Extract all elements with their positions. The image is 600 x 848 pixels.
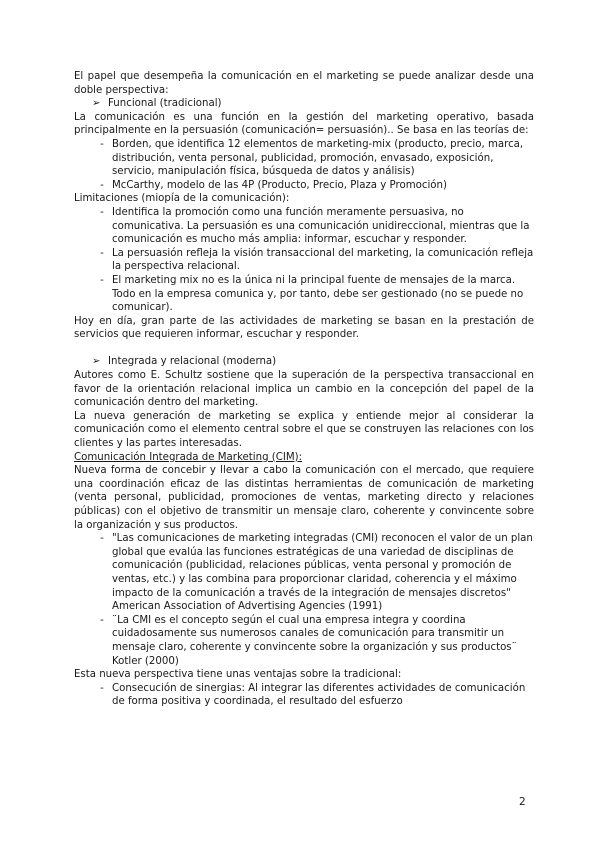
cim-paragraph: Nueva forma de concebir y llevar a cabo la comunicación con el mercado, que requiere una coordinación eficaz de las distintas herramientas de comunicación de marketing (venta personal, publicidad, promociones de ventas, marketing directo y relaciones públicas) con el objetivo de transmitir un mensaje claro, coherente y convincente sobre la organización y sus productos. [74, 465, 534, 531]
arrow-bullet-icon: ➢ [92, 98, 101, 110]
limitations-heading: Limitaciones (miopía de la comunicación): [74, 193, 290, 205]
list-item: - Borden, que identifica 12 elementos de marketing-mix (producto, precio, marca, distribución, venta personal, publicidad, promoción, envasado, exposición, servicio, manipulación física, búsqueda de datos y análisis) [92, 138, 534, 179]
cim-heading: Comunicación Integrada de Marketing (CIM): [74, 451, 303, 463]
relational-heading [92, 355, 534, 369]
spacer [74, 342, 534, 356]
list-item: - La persuasión refleja la visión transaccional del marketing, la comunicación refleja la perspectiva relacional. [92, 247, 534, 274]
new-generation-paragraph: La nueva generación de marketing se explica y entiende mejor al considerar la comunicación como el elemento central sobre el que se construyen las relaciones con los clientes y las partes interesadas. [74, 410, 534, 450]
schultz-paragraph: Autores como E. Schultz sostiene que la superación de la perspectiva transaccional en favor de la orientación relacional implica un cambio en la concepción del papel de la comunicación dentro del marketing. [74, 370, 534, 409]
list-item: - "Las comunicaciones de marketing integradas (CMI) reconocen el valor de un plan global que evalúa las funciones estratégicas de una variedad de disciplinas de comunicación (publicidad, relaciones públicas, venta personal y promoción de ventas, etc.) y las combina para proporcionar claridad, coherencia y el máximo impacto de la comunicación a través de la integración de mensajes discretos" American Association of Advertising Agencies (1991) [92, 532, 534, 614]
dash-bullet: - [100, 138, 104, 150]
theories-list [74, 138, 534, 192]
list-item: - Consecución de sinergias: Al integrar las diferentes actividades de comunicación de forma positiva y coordinada, el resultado del esfuerzo [92, 682, 534, 709]
functional-heading-text: Funcional (tradicional) [108, 98, 222, 110]
advantages-list [74, 682, 534, 709]
dash-bullet: - [100, 179, 104, 191]
limitations-list [74, 206, 534, 315]
dash-bullet: - [100, 614, 104, 626]
dash-bullet: - [100, 247, 104, 259]
functional-paragraph: La comunicación es una función en la gestión del marketing operativo, basada principalmente en la persuasión (comunicación= persuasión).. Se basa en las teorías de: [74, 111, 534, 137]
page-number: 2 [519, 796, 526, 808]
functional-heading [92, 97, 534, 111]
list-item: - El marketing mix no es la única ni la principal fuente de mensajes de la marca. Todo en la empresa comunica y, por tanto, debe ser gestionado (no se puede no comunicar). [92, 274, 534, 315]
list-item: - McCarthy, modelo de las 4P (Producto, Precio, Plaza y Promoción) [92, 179, 534, 193]
advantages-intro: Esta nueva perspectiva tiene unas ventajas sobre la tradicional: [74, 669, 402, 681]
dash-bullet: - [100, 682, 104, 694]
document-page [74, 70, 534, 709]
dash-bullet: - [100, 206, 104, 218]
quotes-list [74, 532, 534, 668]
intro-paragraph: El papel que desempeña la comunicación en el marketing se puede analizar desde una doble perspectiva: [74, 71, 534, 96]
arrow-bullet-icon: ➢ [92, 356, 101, 368]
dash-bullet: - [100, 533, 104, 545]
dash-bullet: - [100, 274, 104, 286]
relational-heading-text: Integrada y relacional (moderna) [108, 356, 277, 368]
list-item: - Identifica la promoción como una función meramente persuasiva, no comunicativa. La persuasión es una comunicación unidireccional, mientras que la comunicación es mucho más amplia: informar, escuchar y responder. [92, 206, 534, 247]
list-item: - ¨La CMI es el concepto según el cual una empresa integra y coordina cuidadosamente sus numerosos canales de comunicación para transmitir un mensaje claro, coherente y convincente sobre la organización y sus productos¨ Kotler (2000) [92, 614, 534, 668]
functional-closing: Hoy en día, gran parte de las actividades de marketing se basan en la prestación de servicios que requieren informar, escuchar y responder. [74, 315, 534, 341]
